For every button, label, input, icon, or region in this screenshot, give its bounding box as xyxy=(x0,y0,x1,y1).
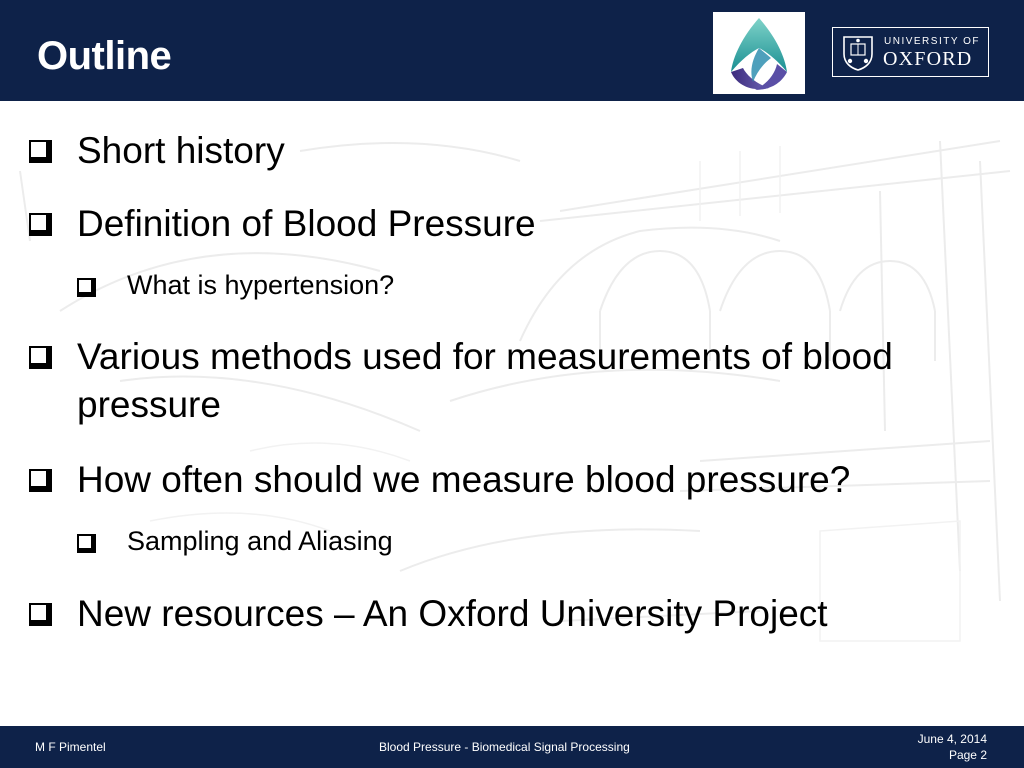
square-bullet-icon xyxy=(29,346,48,365)
bullet-text: Sampling and Aliasing xyxy=(127,526,393,556)
slide-footer xyxy=(0,726,1024,768)
square-bullet-icon xyxy=(29,213,48,232)
bullet-text: Various methods used for measurements of blood xyxy=(77,336,893,377)
bullet-text: Short history xyxy=(77,130,285,171)
square-bullet-icon xyxy=(29,469,48,488)
square-bullet-icon xyxy=(77,534,93,550)
slide-title: Outline xyxy=(37,34,172,78)
square-bullet-icon xyxy=(77,278,93,294)
footer-page-number: Page 2 xyxy=(948,748,987,762)
footer-author: M F Pimentel xyxy=(35,740,106,754)
square-bullet-icon xyxy=(29,140,48,159)
oxford-logo xyxy=(832,27,989,77)
university-label: UNIVERSITY OF xyxy=(884,36,980,47)
oxford-label: OXFORD xyxy=(883,48,973,70)
oxford-crest-icon xyxy=(841,34,875,72)
footer-date: June 4, 2014 xyxy=(917,732,987,746)
bullet-text: How often should we measure blood pressure? xyxy=(77,459,851,500)
institute-logo xyxy=(713,12,805,94)
bullet-text: Definition of Blood Pressure xyxy=(77,203,536,244)
footer-course: Blood Pressure - Biomedical Signal Processing xyxy=(379,740,630,754)
square-bullet-icon xyxy=(29,603,48,622)
triangular-knot-logo-icon xyxy=(713,12,805,94)
bullet-text-continued: pressure xyxy=(77,384,221,425)
slide-header xyxy=(0,0,1024,101)
bullet-text: What is hypertension? xyxy=(127,270,395,300)
bullet-text: New resources – An Oxford University Project xyxy=(77,593,828,634)
